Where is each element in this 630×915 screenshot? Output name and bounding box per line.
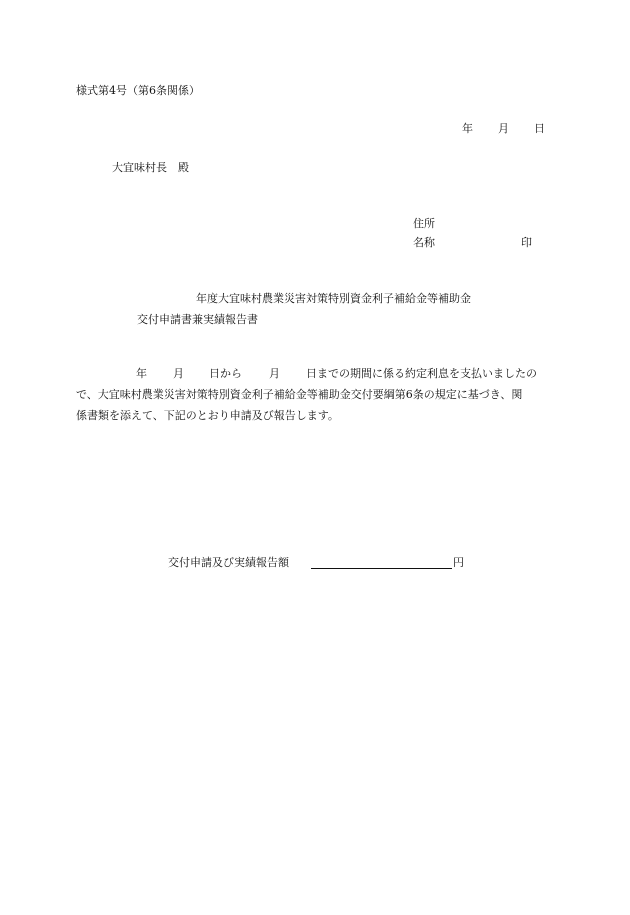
body-year-label: 年 <box>136 367 147 380</box>
body-text-line-3: 係書類を添えて、下記のとおり申請及び報告します。 <box>76 409 339 422</box>
body-text-line-2: で、大宜味村農業災害対策特別資金利子補給金等補助金交付要綱第6条の規定に基づき、関 <box>76 388 523 401</box>
applicant-name-label: 名称 <box>413 236 435 249</box>
amount-blank-line <box>311 568 452 569</box>
document-title-line-2: 交付申請書兼実績報告書 <box>137 313 258 326</box>
amount-unit: 円 <box>453 556 464 569</box>
form-number: 様式第4号（第6条関係） <box>76 84 200 97</box>
body-month-label: 月 <box>173 367 184 380</box>
date-month-label: 月 <box>498 122 509 135</box>
date-day-label: 日 <box>534 122 545 135</box>
amount-label: 交付申請及び実績報告額 <box>168 556 289 569</box>
body-line-1-rest: 日までの期間に係る約定利息を支払いましたの <box>306 367 537 380</box>
addressee: 大宜味村長 殿 <box>112 161 189 174</box>
body-month2-label: 月 <box>269 367 280 380</box>
seal-label: 印 <box>521 236 532 249</box>
applicant-address-label: 住所 <box>413 217 435 230</box>
document-title-line-1: 年度大宜味村農業災害対策特別資金利子補給金等補助金 <box>196 292 471 305</box>
date-year-label: 年 <box>462 122 473 135</box>
body-day-from-label: 日から <box>209 367 242 380</box>
